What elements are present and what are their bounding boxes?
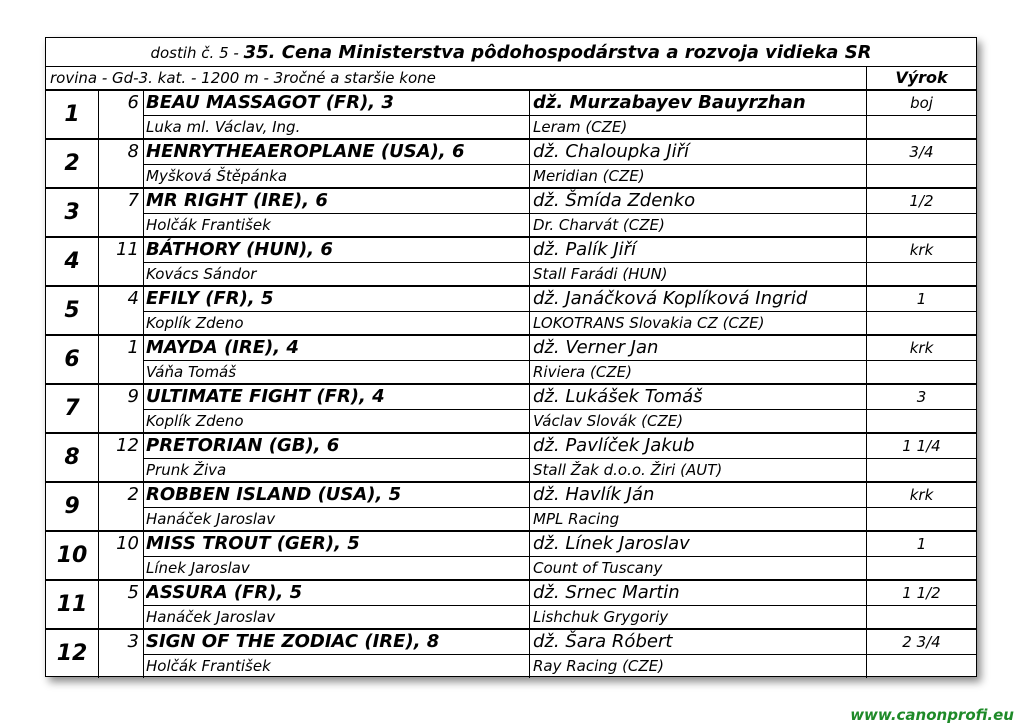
owner-name: Meridian (CZE) — [533, 167, 645, 185]
divider — [143, 654, 976, 655]
divider — [98, 482, 99, 531]
divider — [529, 433, 530, 482]
divider — [529, 629, 530, 678]
divider — [866, 629, 867, 678]
owner-name: MPL Racing — [533, 510, 620, 528]
result-margin: 1 — [916, 535, 927, 553]
divider — [143, 90, 144, 139]
owner-name: Stall Žak d.o.o. Žiri (AUT) — [533, 461, 723, 479]
divider — [98, 433, 99, 482]
result-margin: 3 — [916, 388, 927, 406]
divider — [143, 384, 144, 433]
owner-name: Lishchuk Grygoriy — [533, 608, 669, 626]
horse-name: ASSURA (FR), 5 — [146, 582, 303, 603]
jockey-name: dž. Línek Jaroslav — [533, 533, 690, 554]
divider — [98, 629, 99, 678]
owner-name: Leram (CZE) — [533, 118, 628, 136]
jockey-name: dž. Šmída Zdenko — [533, 190, 696, 211]
horse-name: BEAU MASSAGOT (FR), 3 — [146, 92, 394, 113]
jockey-name: dž. Šara Róbert — [533, 631, 673, 652]
trainer-name: Kovács Sándor — [146, 265, 257, 283]
owner-name: Riviera (CZE) — [533, 363, 632, 381]
divider — [143, 409, 976, 410]
saddle-number: 2 — [127, 484, 139, 505]
divider — [529, 90, 530, 139]
owner-name: Ray Racing (CZE) — [533, 657, 665, 675]
trainer-name: Váňa Tomáš — [146, 363, 237, 381]
race-number: dostih č. 5 - — [150, 44, 244, 62]
divider — [143, 335, 144, 384]
divider — [143, 482, 144, 531]
divider — [529, 286, 530, 335]
divider — [98, 531, 99, 580]
divider — [98, 237, 99, 286]
saddle-number: 3 — [127, 631, 139, 652]
finish-place: 6 — [64, 347, 80, 372]
divider — [98, 384, 99, 433]
divider — [529, 580, 530, 629]
results-table — [45, 37, 977, 677]
result-margin: 3/4 — [909, 143, 934, 161]
jockey-name: dž. Chaloupka Jiří — [533, 141, 690, 162]
saddle-number: 11 — [116, 239, 139, 260]
finish-place: 2 — [64, 151, 80, 176]
horse-name: HENRYTHEAEROPLANE (USA), 6 — [146, 141, 465, 162]
divider — [529, 139, 530, 188]
saddle-number: 8 — [127, 141, 139, 162]
trainer-name: Hanáček Jaroslav — [146, 608, 276, 626]
horse-name: MR RIGHT (IRE), 6 — [146, 190, 328, 211]
finish-place: 9 — [64, 494, 80, 519]
owner-name: LOKOTRANS Slovakia CZ (CZE) — [533, 314, 765, 332]
saddle-number: 7 — [127, 190, 139, 211]
saddle-number: 5 — [127, 582, 139, 603]
finish-place: 4 — [64, 249, 80, 274]
divider — [143, 360, 976, 361]
owner-name: Dr. Charvát (CZE) — [533, 216, 665, 234]
jockey-name: dž. Lukášek Tomáš — [533, 386, 703, 407]
divider — [529, 237, 530, 286]
divider — [143, 605, 976, 606]
finish-place: 1 — [64, 102, 80, 127]
finish-place: 10 — [56, 543, 88, 568]
divider — [143, 311, 976, 312]
divider — [143, 237, 144, 286]
divider — [866, 286, 867, 335]
finish-place: 12 — [56, 641, 88, 666]
trainer-name: Holčák František — [146, 657, 271, 675]
horse-name: ULTIMATE FIGHT (FR), 4 — [146, 386, 385, 407]
divider — [143, 164, 976, 165]
result-header: Výrok — [895, 68, 948, 87]
jockey-name: dž. Murzabayev Bauyrzhan — [533, 92, 806, 113]
divider — [143, 458, 976, 459]
result-margin: 1 1/2 — [902, 584, 941, 602]
divider — [529, 335, 530, 384]
finish-place: 3 — [64, 200, 80, 225]
result-margin: boj — [910, 94, 933, 112]
trainer-name: Koplík Zdeno — [146, 412, 244, 430]
owner-name: Václav Slovák (CZE) — [533, 412, 684, 430]
horse-name: PRETORIAN (GB), 6 — [146, 435, 340, 456]
trainer-name: Holčák František — [146, 216, 271, 234]
race-title — [46, 40, 976, 66]
divider — [98, 90, 99, 139]
result-margin: 1/2 — [909, 192, 934, 210]
divider — [529, 384, 530, 433]
horse-name: ROBBEN ISLAND (USA), 5 — [146, 484, 402, 505]
divider — [143, 188, 144, 237]
divider — [143, 433, 144, 482]
divider — [143, 213, 976, 214]
trainer-name: Prunk Živa — [146, 461, 227, 479]
jockey-name: dž. Srnec Martin — [533, 582, 680, 603]
result-margin: 1 1/4 — [902, 437, 941, 455]
divider — [866, 90, 867, 139]
trainer-name: Myšková Štěpánka — [146, 167, 288, 185]
saddle-number: 4 — [127, 288, 139, 309]
divider — [143, 580, 144, 629]
race-conditions: rovina - Gd-3. kat. - 1200 m - 3ročné a staršie kone — [50, 69, 436, 87]
trainer-name: Línek Jaroslav — [146, 559, 250, 577]
saddle-number: 6 — [127, 92, 139, 113]
jockey-name: dž. Janáčková Koplíková Ingrid — [533, 288, 808, 309]
divider — [143, 115, 976, 116]
result-margin: 2 3/4 — [902, 633, 941, 651]
horse-name: MAYDA (IRE), 4 — [146, 337, 299, 358]
divider — [98, 139, 99, 188]
saddle-number: 12 — [116, 435, 139, 456]
jockey-name: dž. Palík Jiří — [533, 239, 637, 260]
jockey-name: dž. Havlík Ján — [533, 484, 655, 505]
saddle-number: 9 — [127, 386, 139, 407]
result-margin: krk — [909, 241, 934, 259]
divider — [98, 286, 99, 335]
divider — [98, 335, 99, 384]
divider — [866, 384, 867, 433]
divider — [143, 139, 144, 188]
horse-name: EFILY (FR), 5 — [146, 288, 274, 309]
horse-name: MISS TROUT (GER), 5 — [146, 533, 360, 554]
divider — [866, 188, 867, 237]
divider — [98, 188, 99, 237]
trainer-name: Koplík Zdeno — [146, 314, 244, 332]
watermark: www.canonprofi.eu — [850, 706, 1014, 724]
divider — [98, 580, 99, 629]
result-margin: krk — [909, 486, 934, 504]
divider — [866, 335, 867, 384]
divider — [866, 237, 867, 286]
divider — [866, 433, 867, 482]
saddle-number: 1 — [127, 337, 139, 358]
divider — [529, 482, 530, 531]
horse-name: BÁTHORY (HUN), 6 — [146, 239, 333, 260]
owner-name: Count of Tuscany — [533, 559, 663, 577]
jockey-name: dž. Pavlíček Jakub — [533, 435, 695, 456]
jockey-name: dž. Verner Jan — [533, 337, 659, 358]
finish-place: 7 — [64, 396, 80, 421]
saddle-number: 10 — [116, 533, 139, 554]
divider — [143, 556, 976, 557]
divider — [866, 580, 867, 629]
trainer-name: Hanáček Jaroslav — [146, 510, 276, 528]
finish-place: 5 — [64, 298, 80, 323]
finish-place: 11 — [56, 592, 88, 617]
divider — [529, 188, 530, 237]
race-name: 35. Cena Ministerstva pôdohospodárstva a rozvoja vidieka SR — [243, 42, 872, 63]
divider — [866, 139, 867, 188]
result-margin: 1 — [916, 290, 927, 308]
divider — [529, 531, 530, 580]
horse-name: SIGN OF THE ZODIAC (IRE), 8 — [146, 631, 440, 652]
trainer-name: Luka ml. Václav, Ing. — [146, 118, 301, 136]
divider — [143, 629, 144, 678]
divider — [866, 531, 867, 580]
result-margin: krk — [909, 339, 934, 357]
finish-place: 8 — [64, 445, 80, 470]
divider — [143, 507, 976, 508]
divider — [866, 482, 867, 531]
divider — [143, 262, 976, 263]
owner-name: Stall Farádi (HUN) — [533, 265, 668, 283]
divider — [143, 286, 144, 335]
divider — [143, 531, 144, 580]
